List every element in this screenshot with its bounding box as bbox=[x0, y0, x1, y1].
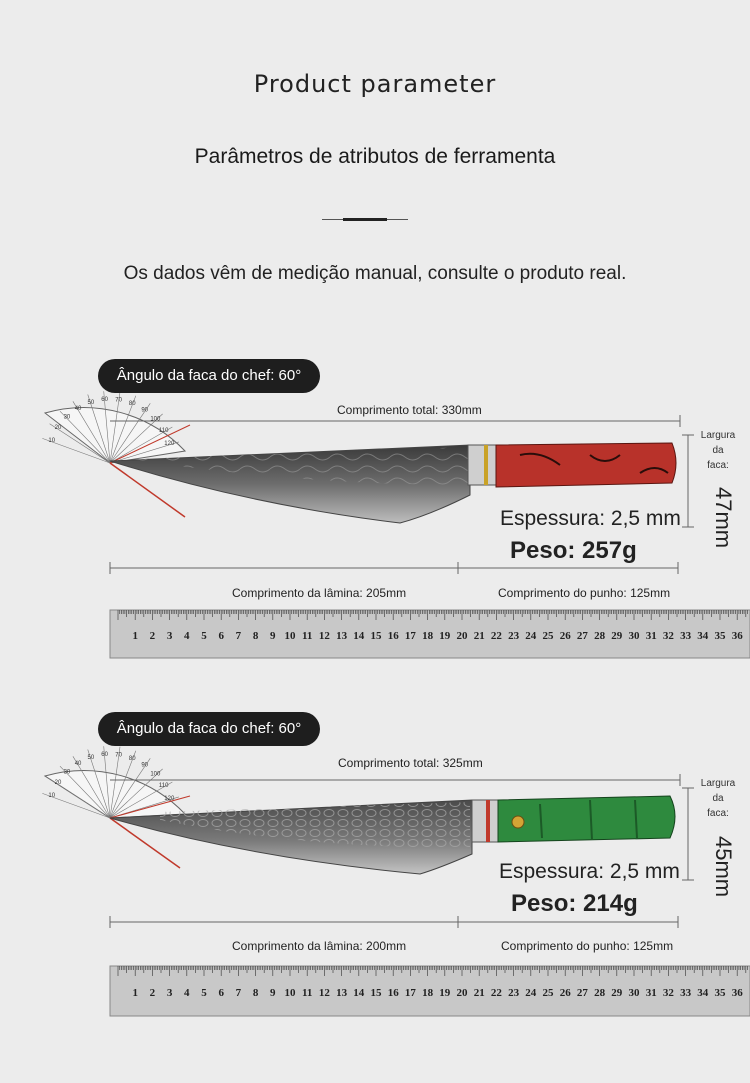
thickness-label-1: Espessura: 2,5 mm bbox=[500, 507, 681, 530]
ruler-number: 29 bbox=[611, 987, 623, 999]
protractor-number: 40 bbox=[74, 760, 82, 767]
ruler-number: 9 bbox=[270, 987, 276, 999]
width-value-2: 45mm bbox=[711, 836, 736, 898]
thickness-label-2: Espessura: 2,5 mm bbox=[499, 860, 680, 883]
ruler-number: 12 bbox=[318, 630, 330, 642]
protractor-number: 90 bbox=[141, 407, 149, 414]
ruler-number: 28 bbox=[594, 987, 606, 999]
knife-panel-1 bbox=[0, 355, 750, 695]
protractor-number: 50 bbox=[87, 400, 95, 407]
width-label-line: faca: bbox=[707, 808, 729, 819]
ruler-number: 33 bbox=[680, 987, 692, 999]
angle-badge-2: Ângulo da faca do chef: 60° bbox=[98, 712, 320, 746]
width-label-2 bbox=[698, 776, 738, 821]
ruler-number: 32 bbox=[662, 987, 674, 999]
width-label-1 bbox=[698, 428, 738, 473]
ruler-number: 36 bbox=[731, 630, 743, 642]
ruler-number: 5 bbox=[201, 987, 207, 999]
ruler-number: 17 bbox=[404, 630, 416, 642]
ruler-number: 29 bbox=[611, 630, 623, 642]
ruler-number: 30 bbox=[628, 987, 640, 999]
protractor-number: 70 bbox=[115, 752, 122, 759]
weight-label-1: Peso: 257g bbox=[510, 537, 637, 564]
ruler-number: 25 bbox=[542, 630, 554, 642]
ruler-number: 10 bbox=[284, 630, 296, 642]
width-label-line: Largura bbox=[700, 430, 736, 441]
ruler-number: 31 bbox=[645, 987, 657, 999]
ruler-number: 23 bbox=[508, 987, 520, 999]
protractor-number: 30 bbox=[63, 769, 71, 776]
ruler-number: 34 bbox=[697, 630, 709, 642]
ruler-number: 26 bbox=[559, 987, 571, 999]
ruler-number: 6 bbox=[218, 987, 224, 999]
ruler-number: 34 bbox=[697, 987, 709, 999]
width-label-line: faca: bbox=[707, 460, 729, 471]
ruler-number: 1 bbox=[132, 987, 138, 999]
page-title: Product parameter bbox=[253, 70, 497, 98]
ruler-number: 5 bbox=[201, 630, 207, 642]
total-length-label-1: Comprimento total: 330mm bbox=[337, 403, 482, 417]
angle-badge-1: Ângulo da faca do chef: 60° bbox=[98, 359, 320, 393]
protractor-number: 80 bbox=[128, 756, 136, 763]
protractor-number: 10 bbox=[48, 437, 56, 444]
width-label-line: Largura bbox=[700, 778, 736, 789]
ruler-number: 13 bbox=[336, 630, 348, 642]
ruler-number: 30 bbox=[628, 630, 640, 642]
ruler-number: 16 bbox=[387, 630, 399, 642]
ruler-number: 2 bbox=[149, 987, 156, 999]
ruler-number: 15 bbox=[370, 630, 382, 642]
ruler-number: 10 bbox=[284, 987, 296, 999]
protractor-number: 20 bbox=[54, 425, 62, 432]
ruler-number: 24 bbox=[525, 630, 537, 642]
ruler-number: 11 bbox=[301, 987, 313, 999]
total-length-label-2: Comprimento total: 325mm bbox=[338, 756, 483, 770]
protractor-number: 10 bbox=[48, 792, 56, 799]
protractor-1 bbox=[42, 391, 190, 517]
ruler-number: 35 bbox=[714, 630, 726, 642]
protractor-number: 60 bbox=[101, 397, 108, 404]
ruler-number: 28 bbox=[594, 630, 606, 642]
knife-panel-2 bbox=[0, 708, 750, 1048]
protractor-number: 110 bbox=[158, 783, 169, 789]
ruler-number: 17 bbox=[404, 987, 416, 999]
ruler-number: 12 bbox=[318, 987, 330, 999]
blade-length-label-2: Comprimento da lâmina: 200mm bbox=[232, 939, 407, 953]
ruler-number: 8 bbox=[252, 630, 259, 642]
width-label-line: da bbox=[712, 445, 724, 456]
ruler-number: 21 bbox=[473, 630, 485, 642]
protractor-number: 60 bbox=[101, 752, 108, 759]
protractor-number: 120 bbox=[164, 795, 175, 802]
weight-label-2: Peso: 214g bbox=[511, 890, 638, 917]
width-label-line: da bbox=[712, 793, 724, 804]
ruler-number: 15 bbox=[370, 987, 382, 999]
protractor-number: 120 bbox=[164, 440, 175, 447]
handle-length-label-1: Comprimento do punho: 125mm bbox=[498, 586, 671, 600]
ruler-number: 14 bbox=[353, 630, 365, 642]
ruler-number: 9 bbox=[270, 630, 276, 642]
divider-accent bbox=[343, 218, 387, 221]
handle-1 bbox=[496, 443, 676, 487]
page-subtitle: Parâmetros de atributos de ferramenta bbox=[194, 145, 556, 168]
protractor-number: 70 bbox=[115, 397, 122, 404]
ruler-number: 27 bbox=[576, 630, 588, 642]
ruler-number: 13 bbox=[336, 987, 348, 999]
ruler-number: 22 bbox=[490, 987, 502, 999]
ruler-number: 7 bbox=[235, 630, 242, 642]
ruler-number: 1 bbox=[132, 630, 138, 642]
ruler-number: 3 bbox=[166, 987, 173, 999]
ruler-number: 14 bbox=[353, 987, 365, 999]
protractor-number: 30 bbox=[63, 414, 71, 421]
protractor-2 bbox=[42, 746, 190, 868]
ruler-number: 23 bbox=[508, 630, 520, 642]
ruler-number: 18 bbox=[422, 630, 434, 642]
ruler-2 bbox=[110, 966, 750, 1016]
protractor-number: 90 bbox=[141, 762, 149, 769]
ruler-number: 16 bbox=[387, 987, 399, 999]
ruler-number: 21 bbox=[473, 987, 485, 999]
blade-length-label-1: Comprimento da lâmina: 205mm bbox=[232, 586, 407, 600]
width-value-1: 47mm bbox=[711, 487, 736, 549]
ruler-number: 22 bbox=[490, 630, 502, 642]
ruler-number: 4 bbox=[184, 630, 190, 642]
ruler-number: 32 bbox=[662, 630, 674, 642]
ruler-number: 20 bbox=[456, 987, 468, 999]
ruler-number: 2 bbox=[149, 630, 156, 642]
ruler-number: 31 bbox=[645, 630, 657, 642]
ruler-number: 33 bbox=[680, 630, 692, 642]
handle-2 bbox=[498, 796, 675, 842]
ruler-number: 6 bbox=[218, 630, 224, 642]
ruler-number: 11 bbox=[301, 630, 313, 642]
ruler-number: 8 bbox=[252, 987, 259, 999]
measurement-note: Os dados vêm de medição manual, consulte o produto real. bbox=[123, 263, 627, 284]
protractor-number: 50 bbox=[87, 755, 95, 762]
ruler-number: 19 bbox=[439, 630, 451, 642]
ruler-1 bbox=[110, 610, 750, 658]
protractor-number: 100 bbox=[150, 416, 161, 423]
ruler-number: 35 bbox=[714, 987, 726, 999]
ruler-number: 25 bbox=[542, 987, 554, 999]
protractor-number: 80 bbox=[128, 401, 136, 408]
ruler-number: 19 bbox=[439, 987, 451, 999]
handle-length-label-2: Comprimento do punho: 125mm bbox=[501, 939, 674, 953]
ruler-number: 7 bbox=[235, 987, 242, 999]
ruler-number: 3 bbox=[166, 630, 173, 642]
ruler-number: 26 bbox=[559, 630, 571, 642]
ruler-number: 18 bbox=[422, 987, 434, 999]
ruler-number: 4 bbox=[184, 987, 190, 999]
ruler-number: 27 bbox=[576, 987, 588, 999]
ruler-number: 20 bbox=[456, 630, 468, 642]
protractor-number: 100 bbox=[150, 771, 161, 778]
protractor-number: 20 bbox=[54, 780, 62, 787]
ruler-number: 36 bbox=[731, 987, 743, 999]
protractor-number: 110 bbox=[158, 428, 169, 434]
ruler-number: 24 bbox=[525, 987, 537, 999]
protractor-number: 40 bbox=[74, 405, 82, 412]
